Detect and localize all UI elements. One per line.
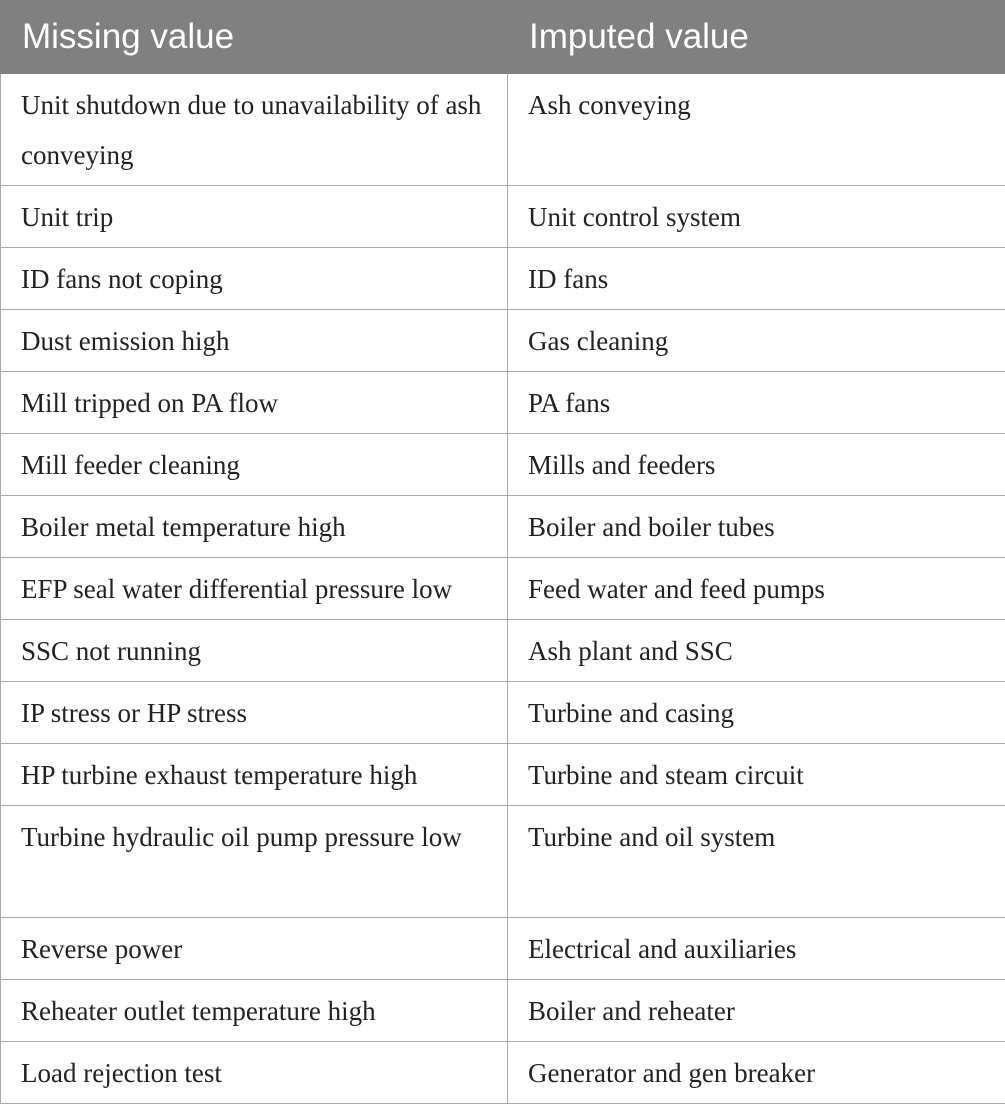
missing-value-cell: Reverse power bbox=[1, 918, 508, 980]
missing-value-cell: ID fans not coping bbox=[1, 248, 508, 310]
table-row bbox=[1, 980, 1005, 1042]
table-row bbox=[1, 918, 1005, 980]
imputed-value-cell: Ash plant and SSC bbox=[508, 620, 1005, 682]
missing-value-cell: Dust emission high bbox=[1, 310, 508, 372]
table-row bbox=[1, 372, 1005, 434]
imputed-value-cell: Generator and gen breaker bbox=[508, 1042, 1005, 1104]
table-row bbox=[1, 682, 1005, 744]
imputed-value-cell: Gas cleaning bbox=[508, 310, 1005, 372]
table-row bbox=[1, 496, 1005, 558]
missing-value-cell: Boiler metal temperature high bbox=[1, 496, 508, 558]
missing-value-cell: Unit trip bbox=[1, 186, 508, 248]
table-row bbox=[1, 310, 1005, 372]
missing-value-cell: Load rejection test bbox=[1, 1042, 508, 1104]
missing-value-cell: Mill feeder cleaning bbox=[1, 434, 508, 496]
imputed-value-cell: Feed water and feed pumps bbox=[508, 558, 1005, 620]
table-row bbox=[1, 248, 1005, 310]
imputed-value-cell: Mills and feeders bbox=[508, 434, 1005, 496]
table-header bbox=[1, 1, 1005, 74]
table-row bbox=[1, 74, 1005, 186]
imputed-value-cell: Boiler and boiler tubes bbox=[508, 496, 1005, 558]
missing-value-cell: SSC not running bbox=[1, 620, 508, 682]
missing-value-cell: Turbine hydraulic oil pump pressure low bbox=[1, 806, 508, 918]
missing-value-cell: Reheater outlet temperature high bbox=[1, 980, 508, 1042]
missing-value-cell: Unit shutdown due to unavailability of ash conveying bbox=[1, 74, 508, 186]
imputed-value-cell: Ash conveying bbox=[508, 74, 1005, 186]
imputed-value-cell: Turbine and steam circuit bbox=[508, 744, 1005, 806]
table-row bbox=[1, 434, 1005, 496]
imputed-value-cell: PA fans bbox=[508, 372, 1005, 434]
header-row bbox=[1, 1, 1005, 74]
imputed-value-cell: Electrical and auxiliaries bbox=[508, 918, 1005, 980]
imputed-value-cell: Turbine and casing bbox=[508, 682, 1005, 744]
column-header-imputed-value: Imputed value bbox=[508, 1, 1005, 74]
missing-value-cell: HP turbine exhaust temperature high bbox=[1, 744, 508, 806]
table-row bbox=[1, 186, 1005, 248]
imputed-value-cell: Boiler and reheater bbox=[508, 980, 1005, 1042]
missing-value-cell: EFP seal water differential pressure low bbox=[1, 558, 508, 620]
missing-value-cell: Mill tripped on PA flow bbox=[1, 372, 508, 434]
column-header-missing-value: Missing value bbox=[1, 1, 508, 74]
missing-value-cell: IP stress or HP stress bbox=[1, 682, 508, 744]
table-row bbox=[1, 558, 1005, 620]
table-row bbox=[1, 806, 1005, 918]
imputed-value-cell: ID fans bbox=[508, 248, 1005, 310]
table-row bbox=[1, 620, 1005, 682]
imputed-value-cell: Unit control system bbox=[508, 186, 1005, 248]
table-body bbox=[1, 74, 1005, 1104]
table-row bbox=[1, 744, 1005, 806]
table-row bbox=[1, 1042, 1005, 1104]
imputed-value-cell: Turbine and oil system bbox=[508, 806, 1005, 918]
